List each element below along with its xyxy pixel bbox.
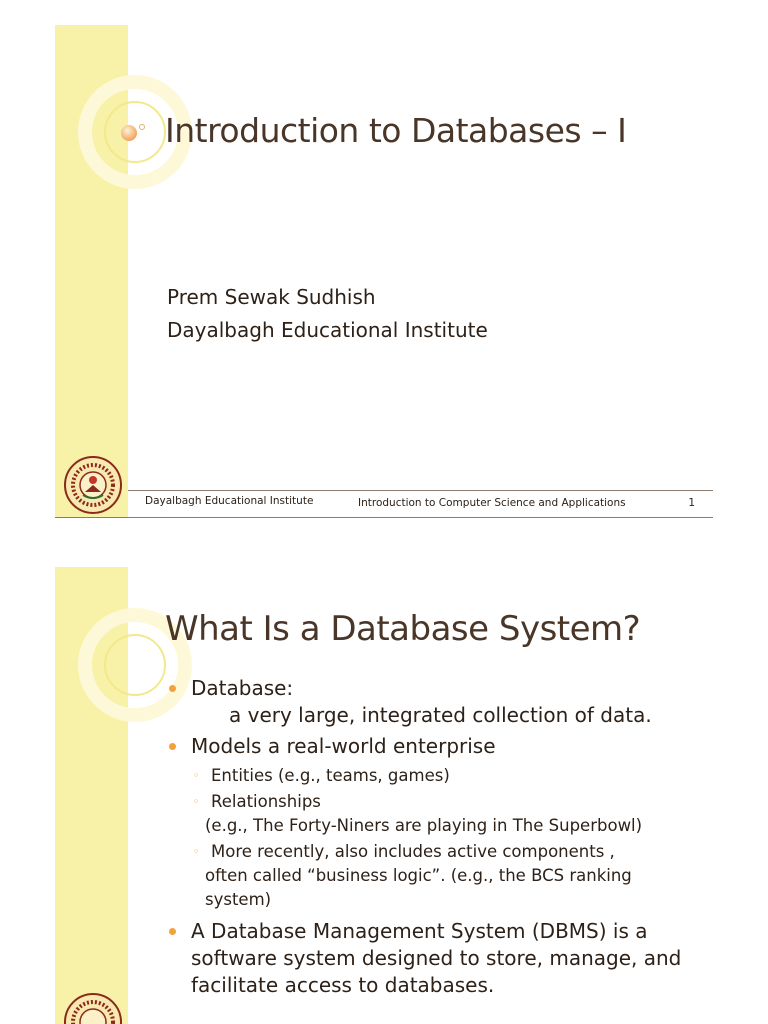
ring-bullet-icon: ◦ [193, 795, 200, 808]
slide-title: What Is a Database System? [165, 609, 641, 649]
institute-name: Dayalbagh Educational Institute [167, 318, 488, 342]
institute-seal-icon [63, 992, 123, 1024]
slide-1 [55, 25, 713, 518]
ring-bullet-icon: ◦ [193, 845, 200, 858]
footer-course: Introduction to Computer Science and Applications [358, 497, 626, 509]
footer-page-number: 1 [688, 497, 695, 509]
slide-divider [55, 517, 713, 518]
bullet-database: Database: a very large, integrated collection of data. [165, 675, 705, 729]
bullet-list [165, 675, 705, 1003]
decorative-stripe [55, 25, 128, 518]
footer-institute: Dayalbagh Educational Institute [145, 495, 314, 507]
bullet-dot-icon [169, 928, 176, 935]
slide-2 [55, 567, 713, 1024]
sub-bullet-entities: ◦ Entities (e.g., teams, games) [165, 764, 705, 788]
ring-bullet-icon: ◦ [193, 769, 200, 782]
bullet-models: Models a real-world enterprise [165, 733, 705, 760]
bullet-orb-icon [119, 121, 149, 143]
institute-seal-icon [63, 455, 123, 515]
bullet-dot-icon [169, 685, 176, 692]
decorative-stripe [55, 567, 128, 1024]
slide-title: Introduction to Databases – I [165, 111, 627, 150]
bullet-dbms: A Database Management System (DBMS) is a software system designed to store, manage, and facilitate access to databases. [165, 918, 705, 999]
decorative-circles-icon [55, 25, 215, 518]
bullet-dot-icon [169, 743, 176, 750]
slide-footer [128, 490, 713, 518]
sub-bullet-active-components: ◦ More recently, also includes active components , often called “business logic”. (e.g., the BCS ranking system) [193, 842, 632, 909]
author-name: Prem Sewak Sudhish [167, 285, 376, 309]
sub-bullet-relationships: ◦ Relationships (e.g., The Forty-Niners are playing in The Superbowl) [193, 792, 643, 835]
